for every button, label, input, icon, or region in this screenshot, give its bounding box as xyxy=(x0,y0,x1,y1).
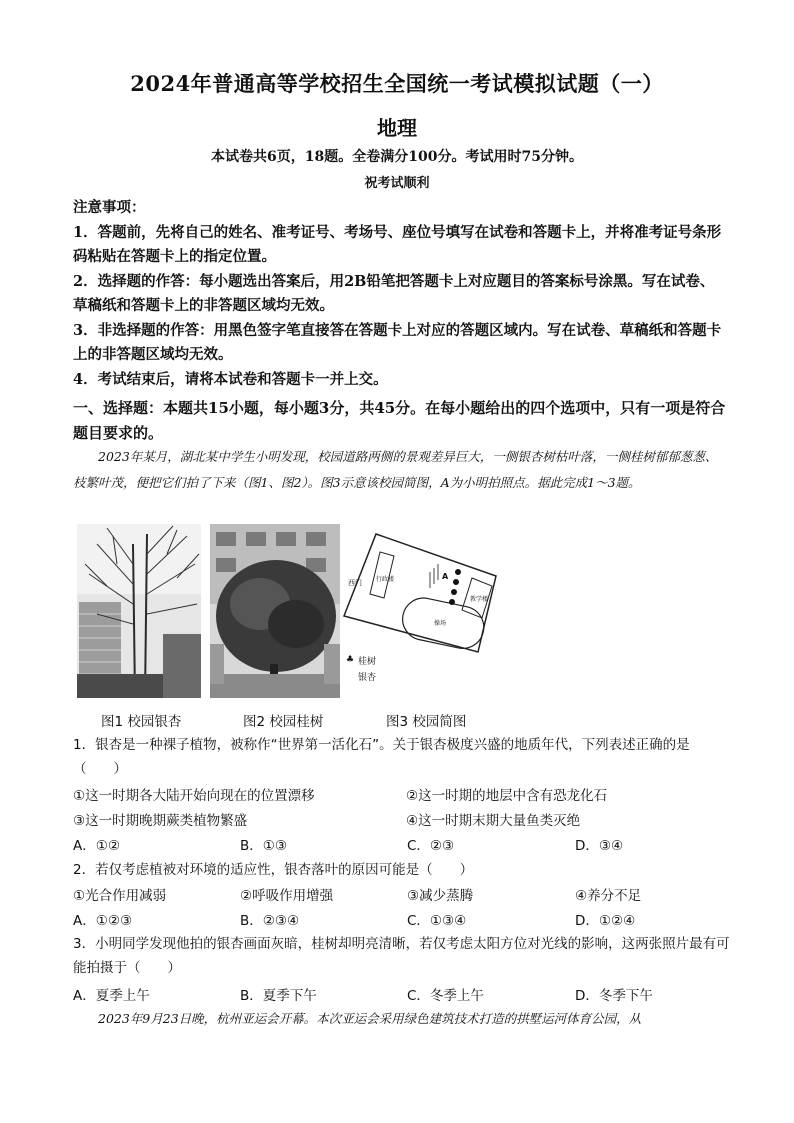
osmanthus-legend-icon: ♣ xyxy=(346,655,355,665)
q2-option-c: C．①③④ xyxy=(407,913,467,929)
question-2 xyxy=(73,858,733,882)
q2-statement-2: ②呼吸作用增强 xyxy=(240,888,334,904)
question-stem-2 xyxy=(73,1006,728,1032)
q1-statement-1: ①这一时期各大陆开始向现在的位置漂移 xyxy=(73,788,315,804)
subject-title: 地理 xyxy=(377,116,417,140)
stem-1-text: 2023年某月，湖北某中学生小明发现，校园道路两侧的景观差异巨大，一侧银杏树枯叶落，一侧桂树郁郁葱葱、枝繁叶茂，便把它们拍了下来（图1、图2）。图3示意该校园简图，A为小明拍照点。据此完成1～3题。 xyxy=(73,449,718,490)
map-label-gate: 西门 xyxy=(348,579,362,587)
section-heading xyxy=(73,396,728,446)
q1-option-b: B．①③ xyxy=(240,838,287,854)
q3-option-d: D．冬季下午 xyxy=(575,988,653,1004)
q1-option-c: C．②③ xyxy=(407,838,455,854)
note-item-3: 3．非选择题的作答：用黑色签字笔直接答在答题卡上对应的答题区域内。写在试卷、草稿纸和答题卡上的非答题区域均无效。 xyxy=(73,321,722,363)
q2-option-a: A．①②③ xyxy=(73,913,133,929)
q1-statement-4: ④这一时期末期大量鱼类灭绝 xyxy=(406,813,581,829)
question-stem-1 xyxy=(73,444,728,496)
question-1-statements-row-1 xyxy=(73,784,733,806)
map-label-building1: 行政楼 xyxy=(376,576,395,583)
note-item-1: 1．答题前，先将自己的姓名、准考证号、考场号、座位号填写在试卷和答题卡上，并将准考证号条形码粘贴在答题卡上的指定位置。 xyxy=(73,223,722,265)
q2-option-b: B．②③④ xyxy=(240,913,300,929)
q1-statement-3: ③这一时期晚期蕨类植物繁盛 xyxy=(73,813,248,829)
legend-osmanthus: 桂树 xyxy=(358,657,377,667)
q3-option-a: A．夏季上午 xyxy=(73,988,150,1004)
note-item-4: 4．考试结束后，请将本试卷和答题卡一并上交。 xyxy=(73,370,388,388)
exam-title: 2024年普通高等学校招生全国统一考试模拟试题（一） xyxy=(130,71,664,96)
question-1-statements-row-2 xyxy=(73,809,733,831)
exam-info: 本试卷共6页，18题。全卷满分100分。考试用时75分钟。 xyxy=(211,149,583,165)
q1-statement-2: ②这一时期的地层中含有恐龙化石 xyxy=(406,788,608,804)
q2-statement-1: ①光合作用减弱 xyxy=(73,888,167,904)
question-3-text: 3．小明同学发现他拍的银杏画面灰暗，桂树却明亮清晰，若仅考虑太阳方位对光线的影响，这两张照片最有可能拍摄于（ ） xyxy=(73,936,730,976)
q1-option-d: D．③④ xyxy=(575,838,624,854)
question-3-options xyxy=(73,984,733,1006)
q3-option-b: B．夏季下午 xyxy=(240,988,317,1004)
q2-statement-3: ③减少蒸腾 xyxy=(407,888,474,904)
map-label-field: 操场 xyxy=(434,620,447,627)
notes-heading: 注意事项： xyxy=(73,199,146,216)
q2-statement-4: ④养分不足 xyxy=(575,888,642,904)
note-item-2: 2．选择题的作答：每小题选出答案后，用2B铅笔把答题卡上对应题目的答案标号涂黑。写在试卷、草稿纸和答题卡上的非答题区域均无效。 xyxy=(73,272,715,314)
figure-2-caption: 图2 校园桂树 xyxy=(243,714,324,730)
question-1-text: 1．银杏是一种裸子植物，被称作“世界第一活化石”。关于银杏极度兴盛的地质年代，下列表述正确的是（ ） xyxy=(73,737,690,777)
map-label-building2: 教学楼 xyxy=(470,596,489,603)
notes-section xyxy=(73,196,728,392)
q2-option-d: D．①②④ xyxy=(575,913,636,929)
map-legend xyxy=(346,654,406,694)
section-1-heading: 一、选择题：本题共15小题，每小题3分，共45分。在每小题给出的四个选项中，只有一项是符合题目要求的。 xyxy=(73,399,726,442)
question-1 xyxy=(73,733,733,781)
exam-wish: 祝考试顺利 xyxy=(364,176,430,191)
figure-1-caption: 图1 校园银杏 xyxy=(101,714,182,730)
q3-option-c: C．冬季上午 xyxy=(407,988,484,1004)
question-3 xyxy=(73,932,733,980)
question-2-text: 2．若仅考虑植被对环境的适应性，银杏落叶的原因可能是（ ） xyxy=(73,862,474,878)
map-label-point: A xyxy=(442,572,449,581)
q1-option-a: A．①② xyxy=(73,838,120,854)
figure-2-osmanthus-photo xyxy=(210,524,340,698)
figure-1-ginkgo-photo xyxy=(77,524,201,698)
question-2-statements xyxy=(73,884,733,906)
figure-3-caption: 图3 校园简图 xyxy=(386,714,467,730)
question-1-options xyxy=(73,834,733,856)
question-2-options xyxy=(73,909,733,931)
legend-ginkgo: 银杏 xyxy=(358,673,377,683)
stem-2-text: 2023年9月23日晚，杭州亚运会开幕。本次亚运会采用绿色建筑技术打造的拱墅运河体育公园，从 xyxy=(98,1011,642,1026)
